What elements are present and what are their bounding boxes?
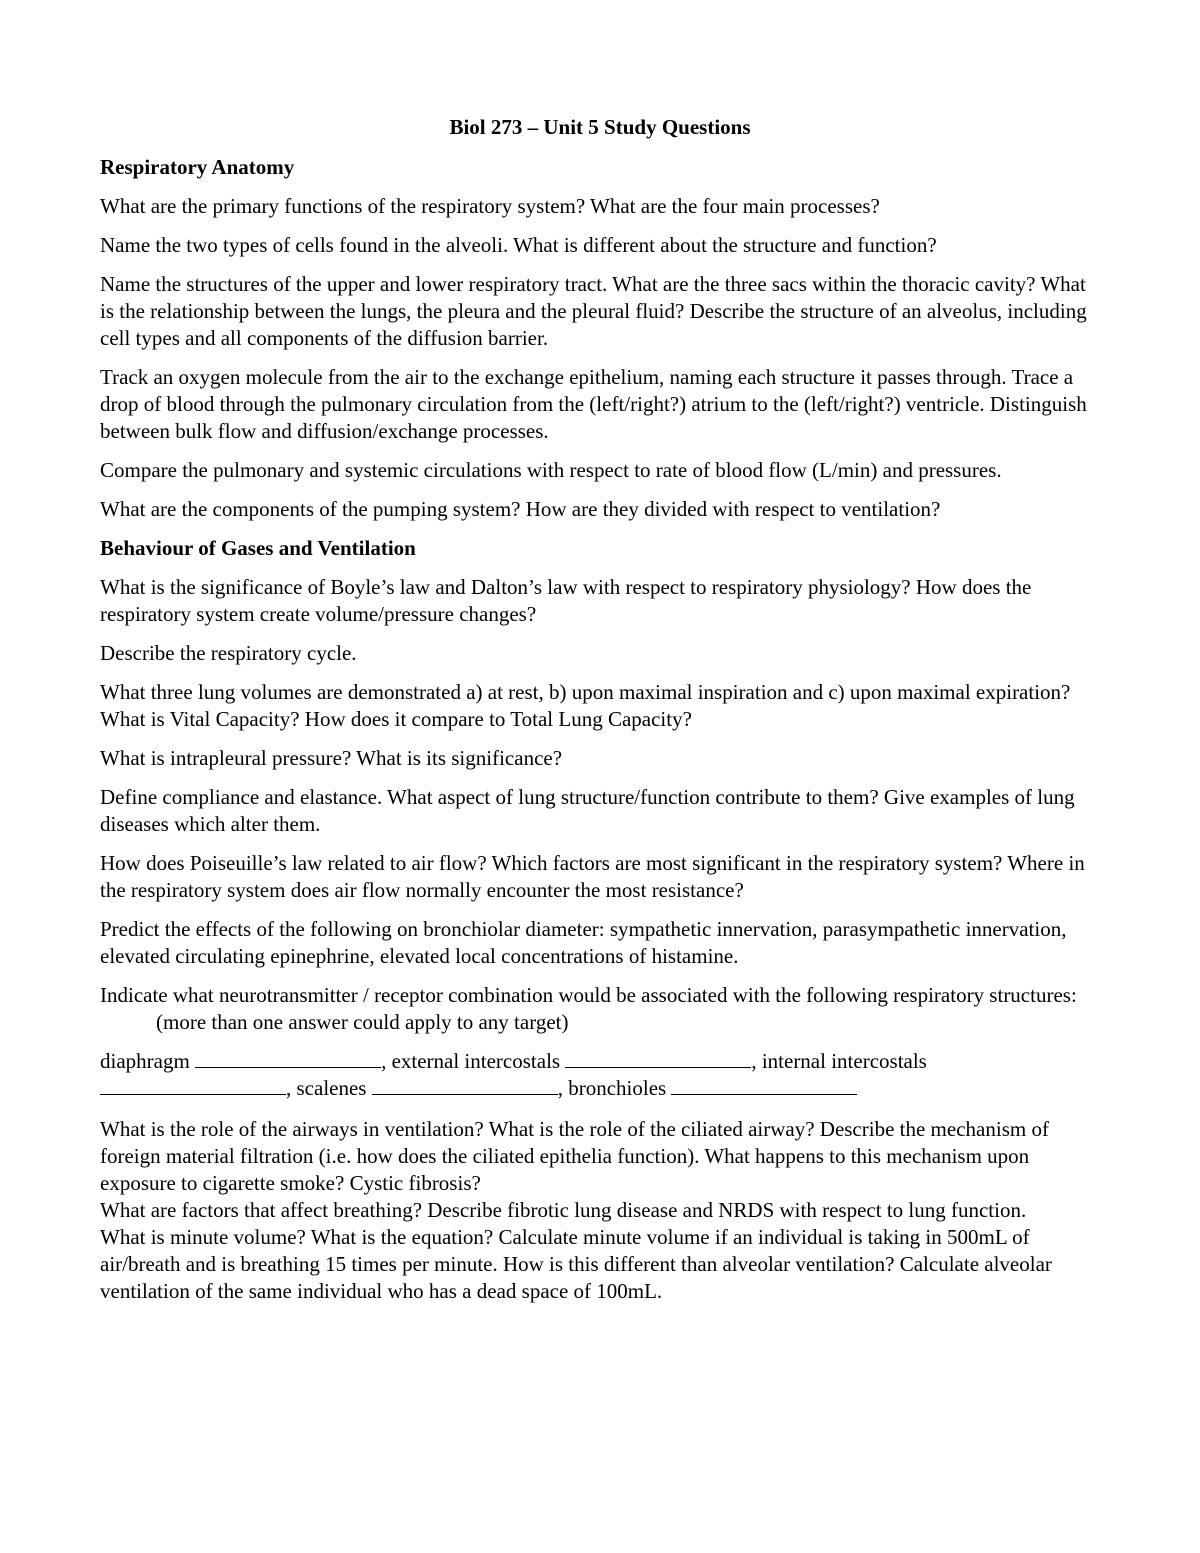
target-label-internal-intercostals: internal intercostals: [761, 1049, 927, 1073]
answer-blank-external-intercostals[interactable]: [565, 1048, 751, 1068]
target-label-bronchioles: bronchioles: [568, 1076, 667, 1100]
question-paragraph: Predict the effects of the following on bronchiolar diameter: sympathetic innervation, parasympathetic innervation, elevated circulating epinephrine, elevated local concentrations of histamine.: [100, 917, 1067, 968]
fill-in-targets: diaphragm , external intercostals , internal intercostals , scalenes , bronchioles: [100, 1049, 927, 1100]
answer-blank-bronchioles[interactable]: [671, 1075, 857, 1095]
answer-blank-diaphragm[interactable]: [195, 1048, 381, 1068]
target-label-scalenes: scalenes: [296, 1076, 367, 1100]
document-page: [100, 114, 1100, 1305]
document-title: Biol 273 – Unit 5 Study Questions: [449, 115, 751, 139]
section-heading-respiratory-anatomy: Respiratory Anatomy: [100, 155, 295, 179]
question-paragraph: Compare the pulmonary and systemic circulations with respect to rate of blood flow (L/min) and pressures.: [100, 458, 1002, 482]
target-label-diaphragm: diaphragm: [100, 1049, 190, 1073]
question-paragraph: How does Poiseuille’s law related to air flow? Which factors are most significant in the respiratory system? Where in the respiratory system does air flow normally encounter the most resistance?: [100, 851, 1085, 902]
answer-blank-internal-intercostals[interactable]: [100, 1075, 286, 1095]
target-label-external-intercostals: external intercostals: [391, 1049, 561, 1073]
question-paragraph: What is minute volume? What is the equation? Calculate minute volume if an individual is taking in 500mL of air/breath and is breathing 15 times per minute. How is this different than alveolar ventilation? Calculate alveolar ventilation of the same individual who has a dead space of 100mL.: [100, 1225, 1052, 1303]
question-paragraph: What three lung volumes are demonstrated a) at rest, b) upon maximal inspiration and c) upon maximal expiration? What is Vital Capacity? How does it compare to Total Lung Capacity?: [100, 680, 1071, 731]
question-paragraph: What are factors that affect breathing? Describe fibrotic lung disease and NRDS with respect to lung function.: [100, 1198, 1027, 1222]
neurotransmitter-question-note: (more than one answer could apply to any target): [156, 1010, 569, 1034]
neurotransmitter-question-text: Indicate what neurotransmitter / receptor combination would be associated with the following respiratory structures:: [100, 983, 1077, 1007]
neurotransmitter-question: [100, 982, 1100, 1036]
question-paragraph: What is intrapleural pressure? What is its significance?: [100, 746, 563, 770]
question-paragraph: Describe the respiratory cycle.: [100, 641, 357, 665]
question-paragraph: Name the structures of the upper and lower respiratory tract. What are the three sacs within the thoracic cavity? What is the relationship between the lungs, the pleura and the pleural fluid? Describe the structure of an alveolus, including cell types and all components of the diffusion barrier.: [100, 272, 1087, 350]
section-heading-gases-ventilation: Behaviour of Gases and Ventilation: [100, 536, 416, 560]
question-paragraph: What are the components of the pumping system? How are they divided with respect to ventilation?: [100, 497, 941, 521]
question-paragraph: Define compliance and elastance. What aspect of lung structure/function contribute to them? Give examples of lung diseases which alter them.: [100, 785, 1075, 836]
question-paragraph: What is the role of the airways in ventilation? What is the role of the ciliated airway? Describe the mechanism of foreign material filtration (i.e. how does the ciliated epithelia function). What happens to this mechanism upon exposure to cigarette smoke? Cystic fibrosis?: [100, 1117, 1049, 1195]
question-paragraph: Track an oxygen molecule from the air to the exchange epithelium, naming each structure it passes through. Trace a drop of blood through the pulmonary circulation from the (left/right?) atrium to the (left/right?) ventricle. Distinguish between bulk flow and diffusion/exchange processes.: [100, 365, 1087, 443]
answer-blank-scalenes[interactable]: [372, 1075, 558, 1095]
question-paragraph: What is the significance of Boyle’s law and Dalton’s law with respect to respiratory physiology? How does the respiratory system create volume/pressure changes?: [100, 575, 1032, 626]
question-paragraph: What are the primary functions of the respiratory system? What are the four main processes?: [100, 194, 880, 218]
question-paragraph: Name the two types of cells found in the alveoli. What is different about the structure and function?: [100, 233, 937, 257]
